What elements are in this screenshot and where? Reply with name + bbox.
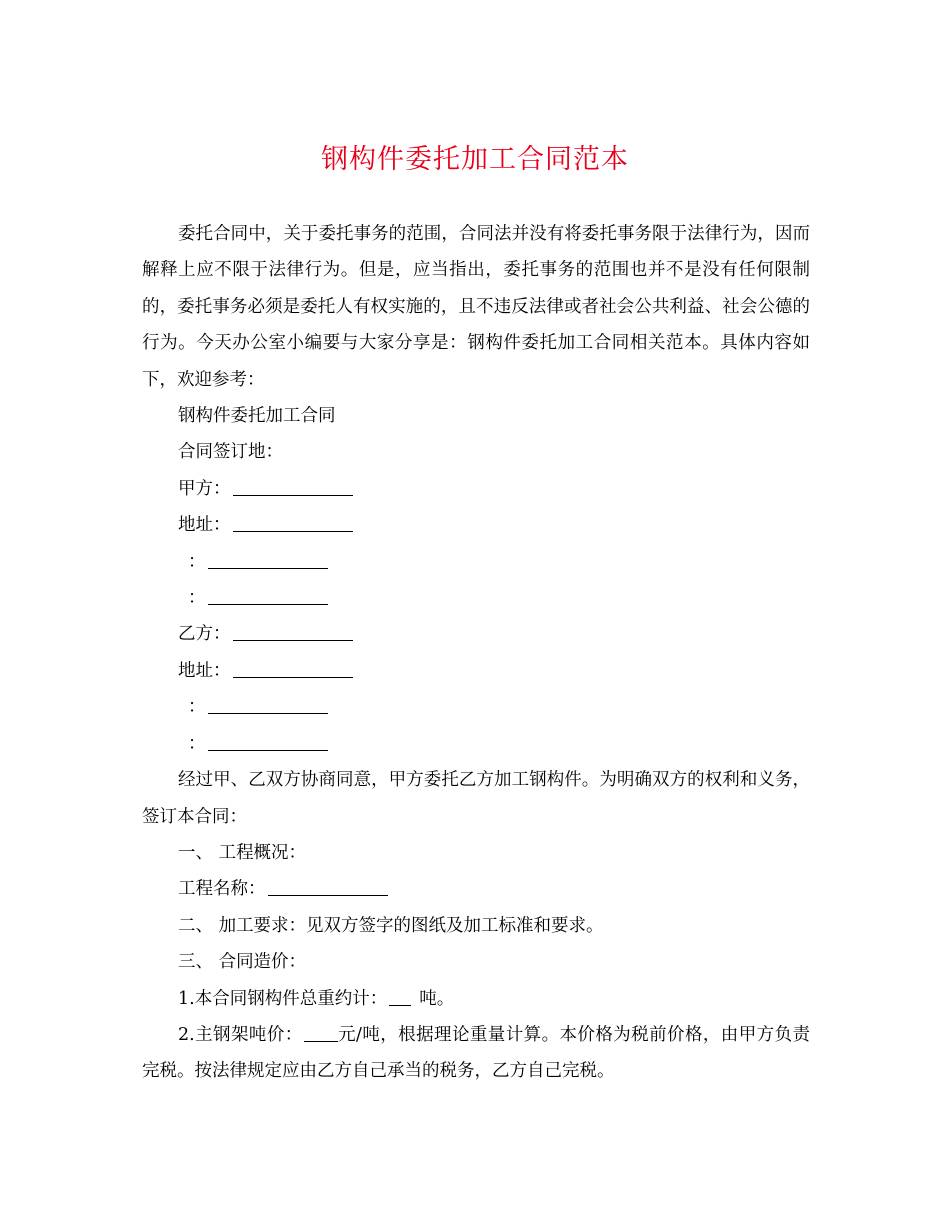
party-b-address-blank — [233, 657, 353, 678]
party-b-address-label: 地址： — [178, 660, 231, 681]
party-a-address-blank — [233, 511, 353, 532]
party-b-blank — [233, 620, 353, 641]
item-2-paragraph — [142, 1017, 810, 1090]
party-a-field2-label: ： — [188, 588, 206, 609]
party-a-field2-blank — [208, 584, 328, 605]
agreement-paragraph: 经过甲、乙双方协商同意，甲方委托乙方加工钢构件。为明确双方的权利和义务，签订本合同： — [142, 770, 810, 827]
party-a-field1-label: ： — [188, 551, 206, 572]
party-a-label: 甲方： — [178, 478, 231, 499]
party-b-field1-line — [142, 689, 810, 725]
party-a-address-line — [142, 507, 810, 543]
contract-name: 钢构件委托加工合同 — [178, 406, 336, 427]
sign-place-label: 合同签订地： — [178, 442, 283, 463]
party-b-label: 乙方： — [178, 624, 231, 645]
party-a-blank — [233, 475, 353, 496]
party-a-address-label: 地址： — [178, 515, 231, 536]
party-a-field1-line — [142, 544, 810, 580]
party-b-address-line — [142, 653, 810, 689]
item-1-blank — [389, 985, 411, 1006]
party-a-line — [142, 471, 810, 507]
document-body — [142, 216, 810, 1090]
item-2-blank — [304, 1021, 338, 1042]
party-b-field2-line — [142, 726, 810, 762]
party-a-field2-line — [142, 580, 810, 616]
section-1-heading: 一、 工程概况： — [178, 842, 307, 863]
project-name-line — [142, 871, 810, 907]
party-b-field2-blank — [208, 730, 328, 751]
project-name-label: 工程名称： — [178, 879, 266, 900]
section-3-heading: 三、 合同造价： — [178, 952, 307, 973]
party-b-line — [142, 616, 810, 652]
item-1-line — [142, 981, 810, 1017]
sign-place-line — [142, 434, 810, 470]
item-2-suffix: 元/吨，根据理论重量计算。本价格为税前价格，由甲方负责完税。按法律规定应由乙方自己承当的税务，乙方自己完税。 — [142, 1024, 810, 1082]
party-b-field1-blank — [208, 693, 328, 714]
item-1-prefix: 1.本合同钢构件总重约计： — [178, 988, 388, 1009]
party-a-field1-blank — [208, 548, 328, 569]
intro-paragraph: 委托合同中，关于委托事务的范围，合同法并没有将委托事务限于法律行为，因而解释上应不限于法律行为。但是，应当指出，委托事务的范围也并不是没有任何限制的，委托事务必须是委托人有权实施的，且不违反法律或者社会公共利益、社会公德的行为。今天办公室小编要与大家分享是：钢构件委托加工合同相关范本。具体内容如下，欢迎参考： — [142, 224, 810, 390]
project-name-blank — [268, 875, 388, 896]
document-title: 钢构件委托加工合同范本 — [321, 144, 629, 175]
party-b-field2-label: ： — [188, 733, 206, 754]
section-2-line: 二、 加工要求：见双方签字的图纸及加工标准和要求。 — [178, 915, 604, 936]
party-b-field1-label: ： — [188, 697, 206, 718]
item-1-suffix: 吨。 — [419, 988, 455, 1009]
item-2-prefix: 2.主钢架吨价： — [178, 1024, 303, 1045]
